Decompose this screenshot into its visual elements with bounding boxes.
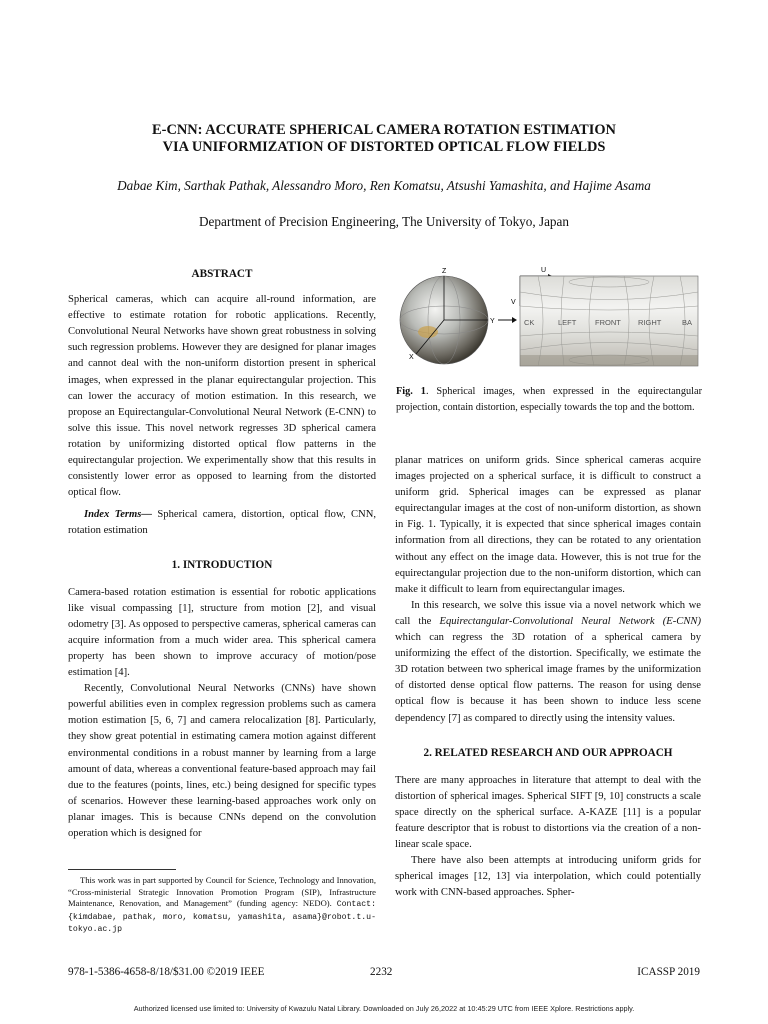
footnote-text: This work was in part supported by Council for Science, Technology and Innovation, “Cross-ministerial Strategic Innovation Promotion Program (SIP), Infrastructure Maintenance, Renovation, and Management” (funding agency: NEDO). <box>68 875 376 909</box>
paper-title <box>0 122 768 156</box>
title-line-1: E-CNN: ACCURATE SPHERICAL CAMERA ROTATION ESTIMATION <box>152 122 616 138</box>
figure-1-graphic <box>398 262 700 378</box>
authors: Dabae Kim, Sarthak Pathak, Alessandro Moro, Ren Komatsu, Atsushi Yamashita, and Hajime Asama <box>117 178 651 193</box>
abstract-text: Spherical cameras, which can acquire all-round information, are effective to estimate rotation for robotic applications. Recently, Convolutional Neural Networks have shown great robustness in solving such regression problems. However they are designed for planar images and cannot deal with the non-uniform distortion present in spherical images, when expressed in the planar equirectangular projection. This can lower the accuracy of motion estimation. In this research, we propose an Equirectangular-Convolutional Neural Network (E-CNN) to solve this issue. This novel network regresses 3D spherical camera rotation by uniformizing distorted optical flow patterns in the equirectangular projection. We experimentally show that this results in consistently lower error as opposed to learning from the distorted optical flow. <box>68 294 376 499</box>
panel-label-right: RIGHT <box>638 318 662 327</box>
panel-label-back-right: BA <box>682 318 693 327</box>
panel-label-front: FRONT <box>595 318 621 327</box>
index-terms-label: Index Terms— <box>84 509 152 521</box>
affiliation: Department of Precision Engineering, The University of Tokyo, Japan <box>199 214 569 229</box>
related-paragraph-1: There are many approaches in literature that attempt to deal with the distortion of spherical images. Spherical SIFT [9, 10] constructs a scale space directly on the spherical surface. A-KAZE [11] is a popular feature descriptor that is robust to distortions via the creation of a non-linear scale space. <box>395 774 701 851</box>
left-column <box>68 266 376 842</box>
axis-u-label: U <box>541 267 547 274</box>
axis-y-label: Y <box>490 318 495 325</box>
right-column <box>395 453 701 901</box>
panel-label-left: LEFT <box>558 318 577 327</box>
venue: ICASSP 2019 <box>637 966 700 978</box>
license-notice: Authorized licensed use limited to: University of Kwazulu Natal Library. Downloaded on July 26,2022 at 10:45:29 UTC from IEEE Xplore. Restrictions apply. <box>133 1004 635 1013</box>
intro-paragraph-1: Camera-based rotation estimation is essential for robotic applications like visual compassing [1], structure from motion [2], and visual odometry [3]. As opposed to perspective cameras, spherical cameras can acquire information from a much wider area. This spherical camera property has been shown to improve accuracy of motion/pose estimation [4]. <box>68 586 376 679</box>
page-number: 2232 <box>370 966 393 978</box>
related-heading: 2. RELATED RESEARCH AND OUR APPROACH <box>423 746 673 759</box>
sphere-image <box>400 276 488 364</box>
intro-heading: 1. INTRODUCTION <box>171 558 273 571</box>
panel-label-back-left: CK <box>524 318 535 327</box>
caption-label: Fig. 1 <box>396 386 426 397</box>
footnote <box>68 875 376 936</box>
ecnn-term: Equirectangular-Convolutional Neural Network (E-CNN) <box>439 615 701 627</box>
footnote-contact: Contact:{kimdabae, pathak, moro, komatsu, yamashita, asama}@robot.t.u-tokyo.ac.jp <box>68 900 376 935</box>
related-paragraph-2: There have also been attempts at introducing uniform grids for spherical images [12, 13] via interpolation, which could potentially work with CNN-based approaches. Spher- <box>395 855 701 899</box>
right-paragraph-2-start: In this research, we solve this issue via a novel network which we call the <box>395 599 701 627</box>
right-paragraph-1: planar matrices on uniform grids. Since spherical cameras acquire images projected on a spherical surface, it is difficult to construct a uniform grid. Spherical images can be expressed as planar equirectangular images at the cost of non-uniform distortion, as shown in Fig. 1. Typically, it is expected that since spherical images contain information from all directions, they can be rotated to any orientation without any effect on the image data. However, this is not true for the equirectangular projection due to the non-uniform distortion, which can make it difficult to learn from equirectangular images. <box>395 455 701 595</box>
figure-1-caption <box>396 384 702 416</box>
arrow-head <box>512 317 517 323</box>
index-terms <box>68 507 376 539</box>
abstract-heading: ABSTRACT <box>191 268 253 280</box>
right-paragraph-2-end: which can regress the 3D rotation of a spherical camera by uniformizing the effect of the distortion. Specifically, we estimate the 3D rotation between two spherical image frames by the uniformization of distorted dense optical flow patterns. The reason for using dense optical flow is because it has been shown to induce less scene dependency [7] as compared to directly using the intensity values. <box>395 632 701 724</box>
intro-paragraph-2: Recently, Convolutional Neural Networks (CNNs) have shown powerful abilities even in complex regression problems such as camera motion estimation [5, 6, 7] and camera relocalization [8]. Particularly, they show great potential in estimating camera motion against different environmental conditions in a robust manner by learning from a large amount of data, whereas a conventional feature-based approach may fail due to the features (points, lines, etc.) being designed for specific types of scenarios. However these learning-based approaches work only on planar images. This is because CNNs depend on the convolution operation which is designed for <box>68 683 376 839</box>
axis-z-label: Z <box>442 268 447 275</box>
caption-text: . Spherical images, when expressed in the equirectangular projection, contain distortion, especially towards the top and the bottom. <box>396 386 702 413</box>
axis-v-label: V <box>511 299 516 306</box>
footnote-rule <box>68 869 176 870</box>
right-paragraph-2 <box>395 598 701 727</box>
isbn-line: 978-1-5386-4658-8/18/$31.00 ©2019 IEEE <box>68 966 265 978</box>
figure-1 <box>398 262 700 378</box>
axis-x-label: X <box>409 354 414 361</box>
index-terms-text: Spherical camera, distortion, optical flow, CNN, rotation estimation <box>68 509 376 537</box>
title-line-2: VIA UNIFORMIZATION OF DISTORTED OPTICAL FLOW FIELDS <box>162 139 606 155</box>
